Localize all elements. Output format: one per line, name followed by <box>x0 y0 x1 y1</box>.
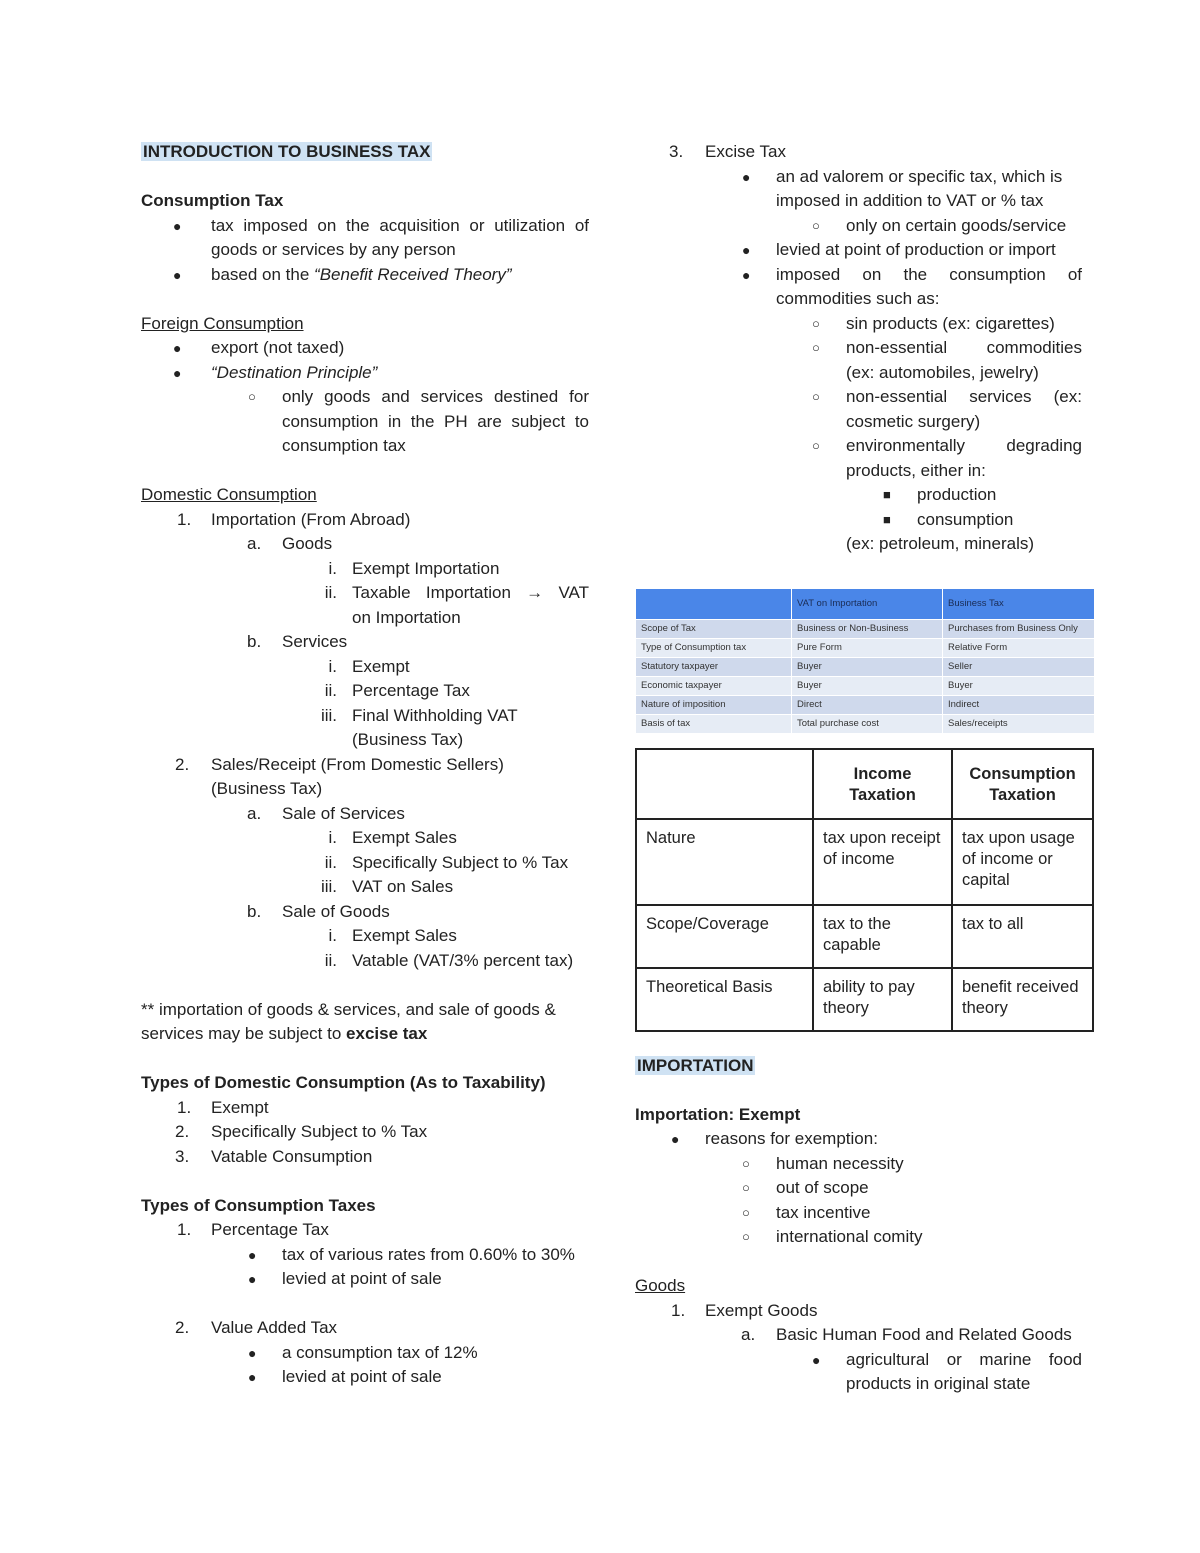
list-item: ● tax imposed on the acquisition or utilization of goods or services by any person <box>173 215 589 259</box>
list-item: i. Exempt Importation <box>328 558 500 578</box>
circle-bullet-icon: ○ <box>812 217 820 233</box>
bullet-icon: ● <box>812 1351 821 1368</box>
square-bullet-icon: ■ <box>883 511 891 527</box>
example-note: (ex: petroleum, minerals) <box>846 534 1035 553</box>
list-item: ● tax of various rates from 0.60% to 30% <box>141 1243 589 1268</box>
circle-bullet-icon: ○ <box>742 1180 750 1195</box>
circle-bullet-icon: ○ <box>812 340 820 355</box>
list-item: ○ only on certain goods/service <box>635 214 1095 239</box>
list-item: ○ human necessity <box>635 1152 1095 1177</box>
list-item: a. Basic Human Food and Related Goods <box>741 1325 1072 1344</box>
list-item: ● levied at point of sale <box>141 1365 589 1390</box>
list-item: 1. Percentage Tax <box>177 1220 329 1239</box>
circle-bullet-icon: ○ <box>812 438 820 453</box>
list-item: 2. Specifically Subject to % Tax <box>175 1122 428 1141</box>
list-item: 3. Vatable Consumption <box>175 1146 373 1166</box>
consumption-tax-heading: Consumption Tax <box>141 191 284 210</box>
list-item: ● levied at point of production or import <box>635 238 1095 263</box>
circle-bullet-icon: ○ <box>248 389 256 404</box>
list-item: ○ non-essential commodities (ex: automobiles, jewelry) <box>812 338 1082 382</box>
bullet-icon: ● <box>173 217 182 234</box>
list-item: ● “Destination Principle” <box>141 361 589 386</box>
bullet-icon: ● <box>173 364 182 381</box>
types-taxes-heading: Types of Consumption Taxes <box>141 1195 376 1215</box>
list-item: 1. Importation (From Abroad) <box>177 509 411 529</box>
circle-bullet-icon: ○ <box>742 1204 750 1220</box>
list-item: ii. Vatable (VAT/3% percent tax) <box>324 950 574 970</box>
list-item: ii. Taxable Importation → VAT on Importation <box>324 583 589 627</box>
bullet-icon: ● <box>248 1271 257 1287</box>
importation-title: IMPORTATION <box>637 1055 754 1075</box>
right-column <box>635 140 1095 1397</box>
bullet-icon: ● <box>742 242 751 258</box>
list-item: 3. Excise Tax <box>669 142 786 161</box>
bullet-icon: ● <box>173 340 182 356</box>
list-item: ○ only goods and services destined for consumption in the PH are subject to consumption tax <box>248 387 589 455</box>
table-row: Scope/Coverage tax to the capable tax to all <box>636 905 1093 968</box>
list-item: ■ production <box>635 483 1095 508</box>
bullet-icon: ● <box>248 1369 257 1385</box>
list-item: b. Services <box>247 632 348 651</box>
list-item: iii. Final Withholding VAT (Business Tax) <box>320 705 518 749</box>
list-item: ○ international comity <box>635 1225 1095 1250</box>
circle-bullet-icon: ○ <box>742 1229 750 1244</box>
list-item: ○ tax incentive <box>635 1201 1095 1226</box>
list-item: ● an ad valorem or specific tax, which is imposed in addition to VAT or % tax <box>742 166 1063 210</box>
table-row: Nature of imposition Direct Indirect <box>636 695 1095 714</box>
list-item: 2. Value Added Tax <box>175 1318 338 1337</box>
list-item: iii. VAT on Sales <box>320 877 454 896</box>
list-item: ● agricultural or marine food products in original state <box>812 1349 1082 1393</box>
left-column <box>141 140 589 1390</box>
table-row: Theoretical Basis ability to pay theory benefit received theory <box>636 968 1093 1031</box>
table-row: Scope of Tax Business or Non-Business Purchases from Business Only <box>636 619 1095 638</box>
table-row: Type of Consumption tax Pure Form Relative Form <box>636 638 1095 657</box>
list-item: ● a consumption tax of 12% <box>141 1341 589 1366</box>
table-row: Statutory taxpayer Buyer Seller <box>636 657 1095 676</box>
importation-exempt-heading: Importation: Exempt <box>635 1104 801 1124</box>
list-item: ■ consumption <box>635 508 1095 533</box>
excise-note: ** importation of goods & services, and sale of goods & services may be subject to excise tax <box>141 999 556 1043</box>
list-item: ii. Specifically Subject to % Tax <box>324 852 569 872</box>
list-item: ● based on the “Benefit Received Theory” <box>141 263 589 288</box>
bullet-icon: ● <box>671 1131 680 1147</box>
bullet-icon: ● <box>742 266 751 283</box>
list-item: 1. Exempt <box>177 1097 269 1117</box>
list-item: ● export (not taxed) <box>141 336 589 361</box>
list-item: ○ out of scope <box>635 1176 1095 1201</box>
table-row: Basis of tax Total purchase cost Sales/receipts <box>636 714 1095 733</box>
bullet-icon: ● <box>742 168 751 185</box>
table-header-row: Income Taxation Consumption Taxation <box>636 749 1093 819</box>
list-item: ○ sin products (ex: cigarettes) <box>635 312 1095 337</box>
list-item: i. Exempt <box>328 656 410 676</box>
circle-bullet-icon: ○ <box>812 389 820 404</box>
list-item: ○ non-essential services (ex: cosmetic surgery) <box>812 387 1082 431</box>
list-item: ○ environmentally degrading products, either in: <box>812 436 1082 480</box>
table-row: Economic taxpayer Buyer Buyer <box>636 676 1095 695</box>
income-vs-consumption-table <box>635 748 1094 1032</box>
bullet-icon: ● <box>248 1344 257 1361</box>
doc-title: INTRODUCTION TO BUSINESS TAX <box>143 142 431 161</box>
types-domestic-heading: Types of Domestic Consumption (As to Taxability) <box>141 1073 546 1092</box>
list-item: i. Exempt Sales <box>328 828 457 847</box>
domestic-consumption-heading: Domestic Consumption <box>141 485 317 504</box>
table-row: Nature tax upon receipt of income tax upon usage of income or capital <box>636 819 1093 905</box>
list-item: a. Sale of Services <box>247 803 405 823</box>
list-item: i. Exempt Sales <box>328 926 457 945</box>
list-item: ii. Percentage Tax <box>324 681 470 700</box>
foreign-consumption-heading: Foreign Consumption <box>141 313 304 333</box>
vat-vs-business-tax-table <box>635 588 1095 734</box>
circle-bullet-icon: ○ <box>742 1155 750 1171</box>
goods-heading: Goods <box>635 1276 686 1295</box>
list-item: a. Goods <box>247 534 333 553</box>
list-item: 2. Sales/Receipt (From Domestic Sellers) (Business Tax) <box>175 754 504 798</box>
circle-bullet-icon: ○ <box>812 315 820 331</box>
square-bullet-icon: ■ <box>883 487 891 502</box>
bullet-icon: ● <box>248 1246 257 1263</box>
bullet-icon: ● <box>173 266 182 283</box>
table-header-row: VAT on Importation Business Tax <box>636 588 1095 619</box>
list-item: ● imposed on the consumption of commodities such as: <box>742 264 1082 308</box>
list-item: ● levied at point of sale <box>141 1267 589 1292</box>
list-item: 1. Exempt Goods <box>671 1300 818 1320</box>
list-item: b. Sale of Goods <box>247 901 390 921</box>
list-item: ● reasons for exemption: <box>635 1127 1095 1152</box>
